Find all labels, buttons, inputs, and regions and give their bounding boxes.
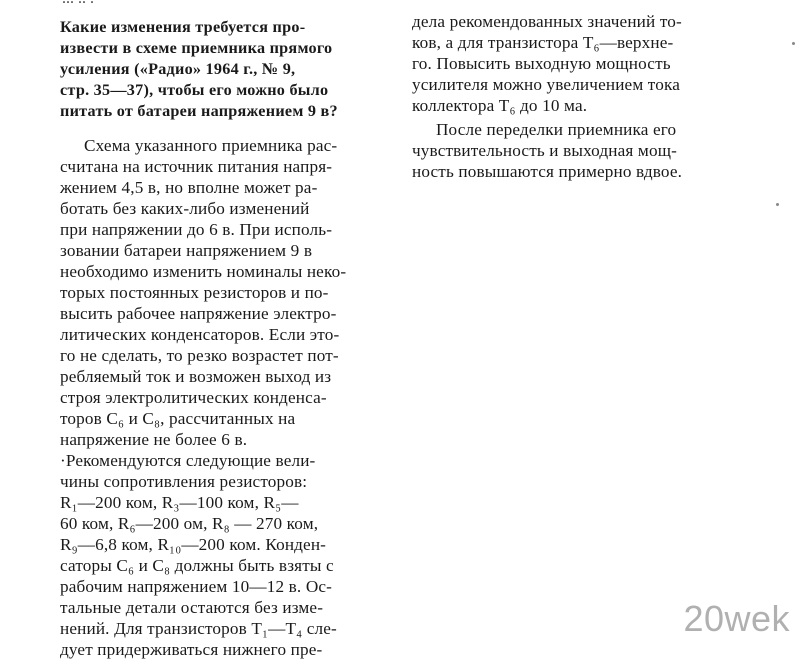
answer-line: коллектора T₆ до 10 ма. <box>412 96 588 115</box>
answer-line: напряжение не более 6 в. <box>60 430 248 449</box>
question-line: стр. 35—37), чтобы его можно было <box>60 81 329 99</box>
answer-line: рабочим напряжением 10—12 в. Ос- <box>60 577 333 596</box>
answer-line: ков, а для транзистора T₆—верхне- <box>412 33 674 52</box>
answer-line: литических конденсаторов. Если это- <box>60 325 340 344</box>
answer-line: считана на источник питания напря- <box>60 157 333 176</box>
answer-line: тальные детали остаются без изме- <box>60 598 324 617</box>
answer-line: жением 4,5 в, но вполне может ра- <box>60 178 318 197</box>
answer-line: Схема указанного приемника рас- <box>84 136 338 155</box>
answer-line: R₁—200 ком, R₃—100 ком, R₅— <box>60 493 299 512</box>
page-fragment-top <box>62 0 94 8</box>
answer-line: строя электролитических конденса- <box>60 388 327 407</box>
question-line: Какие изменения требуется про- <box>60 18 306 36</box>
print-speck <box>776 203 779 206</box>
answer-line: R₉—6,8 ком, R₁₀—200 ком. Конден- <box>60 535 327 554</box>
answer-line: дела рекомендованных значений то- <box>412 12 682 31</box>
question-line: усиления («Радио» 1964 г., № 9, <box>60 60 296 78</box>
answer-line: усилителя можно увеличением тока <box>412 75 680 94</box>
question-line: питать от батареи напряжением 9 в? <box>60 102 338 120</box>
answer-line: зовании батареи напряжением 9 в <box>60 241 313 260</box>
question-line: извести в схеме приемника прямого <box>60 39 333 57</box>
answer-line: ность повышаются примерно вдвое. <box>412 162 683 181</box>
answer-line: нений. Для транзисторов T₁—T₄ сле- <box>60 619 337 638</box>
answer-line: го. Повысить выходную мощность <box>412 54 671 73</box>
answer-line: После переделки приемника его <box>436 120 677 139</box>
answer-line: ребляемый ток и возможен выход из <box>60 367 332 386</box>
answer-line: 60 ком, R₆—200 ом, R₈ — 270 ком, <box>60 514 319 533</box>
answer-line: при напряжении до 6 в. При исполь- <box>60 220 333 239</box>
answer-line: саторы C₆ и C₈ должны быть взяты с <box>60 556 334 575</box>
answer-line: го не сделать, то резко возрастет пот- <box>60 346 339 365</box>
answer-line: необходимо изменить номиналы неко- <box>60 262 347 281</box>
answer-line: чувствительность и выходная мощ- <box>412 141 677 160</box>
answer-line: высить рабочее напряжение электро- <box>60 304 337 323</box>
watermark: 20wek <box>683 598 790 639</box>
answer-line: ·Рекомендуются следующие вели- <box>60 451 316 470</box>
answer-line: дует придерживаться нижнего пре- <box>60 640 323 659</box>
answer-line: торов C₆ и C₈, рассчитанных на <box>60 409 296 428</box>
answer-line: торых постоянных резисторов и по- <box>60 283 329 302</box>
print-speck <box>792 42 795 45</box>
answer-line: чины сопротивления резисторов: <box>60 472 308 491</box>
answer-line: ботать без каких-либо изменений <box>60 199 310 218</box>
